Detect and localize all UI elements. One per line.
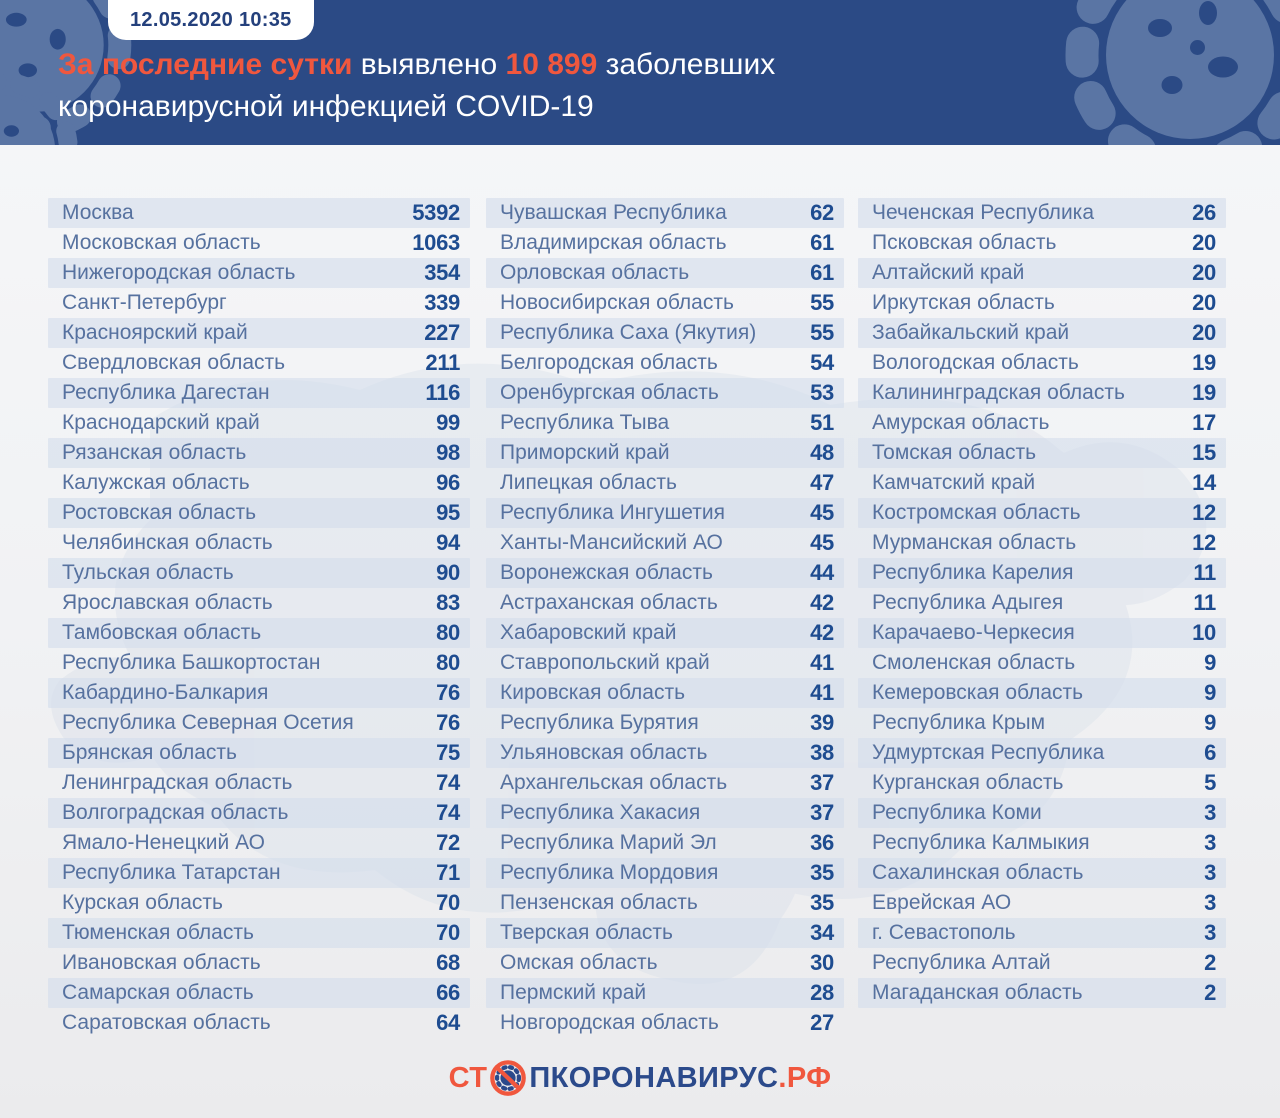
table-row	[48, 348, 470, 378]
table-row	[858, 648, 1226, 678]
table-row	[486, 588, 844, 618]
region-label: Нижегородская область	[62, 261, 296, 284]
table-row	[858, 258, 1226, 288]
table-row	[48, 888, 470, 918]
region-value: 42	[810, 590, 834, 615]
table-row	[48, 528, 470, 558]
table-row	[858, 948, 1226, 978]
table-row	[486, 198, 844, 228]
table-row	[486, 768, 844, 798]
table-row	[858, 288, 1226, 318]
table-row	[48, 798, 470, 828]
region-label: Республика Карелия	[872, 561, 1074, 584]
title-line-2: коронавирусной инфекцией COVID-19	[58, 90, 594, 123]
region-label: Владимирская область	[500, 231, 727, 254]
table-row	[48, 738, 470, 768]
region-label: Чеченская Республика	[872, 201, 1094, 224]
region-value: 27	[810, 1010, 834, 1035]
region-value: 47	[810, 470, 834, 495]
table-row	[858, 468, 1226, 498]
table-row	[48, 708, 470, 738]
region-label: Чувашская Республика	[500, 201, 727, 224]
region-value: 51	[810, 410, 834, 435]
table-row	[486, 348, 844, 378]
region-label: Брянская область	[62, 741, 237, 764]
header-banner	[0, 0, 1280, 145]
table-row	[48, 228, 470, 258]
region-label: Вологодская область	[872, 351, 1079, 374]
region-value: 90	[436, 560, 460, 585]
table-row	[858, 348, 1226, 378]
table-row	[486, 648, 844, 678]
table-row	[486, 1008, 844, 1038]
table-row	[858, 318, 1226, 348]
region-value: 38	[810, 740, 834, 765]
region-value: 41	[810, 680, 834, 705]
table-row	[486, 798, 844, 828]
region-value: 19	[1192, 380, 1216, 405]
table-row	[858, 678, 1226, 708]
title-highlight-period: За последние сутки	[58, 48, 353, 81]
region-value: 3	[1204, 800, 1216, 825]
region-value: 116	[425, 380, 460, 405]
region-label: Приморский край	[500, 441, 670, 464]
region-label: Республика Алтай	[872, 951, 1051, 974]
table-row	[858, 588, 1226, 618]
region-label: Санкт-Петербург	[62, 291, 227, 314]
region-label: Новгородская область	[500, 1011, 719, 1034]
table-row	[858, 498, 1226, 528]
table-row	[858, 918, 1226, 948]
table-row	[48, 618, 470, 648]
region-label: Ленинградская область	[62, 771, 293, 794]
region-label: Орловская область	[500, 261, 690, 284]
region-value: 20	[1192, 290, 1216, 315]
region-label: Калининградская область	[872, 381, 1125, 404]
table-row	[486, 438, 844, 468]
region-value: 19	[1192, 350, 1216, 375]
region-label: Республика Северная Осетия	[62, 711, 354, 734]
region-label: Липецкая область	[500, 471, 677, 494]
region-label: г. Севастополь	[872, 921, 1016, 944]
table-row	[858, 618, 1226, 648]
region-value: 35	[810, 890, 834, 915]
table-row	[48, 468, 470, 498]
table-row	[486, 408, 844, 438]
region-label: Псковская область	[872, 231, 1057, 254]
region-column-2	[486, 198, 844, 1038]
region-value: 227	[424, 320, 460, 345]
region-label: Республика Коми	[872, 801, 1042, 824]
region-label: Новосибирская область	[500, 291, 734, 314]
region-value: 20	[1192, 230, 1216, 255]
logo-prefix: СТ	[448, 1061, 488, 1094]
region-value: 15	[1192, 440, 1216, 465]
region-value: 34	[810, 920, 834, 945]
region-value: 6	[1204, 740, 1216, 765]
region-value: 14	[1192, 470, 1216, 495]
region-value: 62	[810, 200, 834, 225]
region-column-1	[48, 198, 470, 1038]
region-label: Московская область	[62, 231, 261, 254]
table-row	[858, 888, 1226, 918]
region-value: 45	[810, 500, 834, 525]
region-value: 48	[810, 440, 834, 465]
title-highlight-count: 10 899	[505, 48, 598, 81]
table-row	[48, 318, 470, 348]
region-label: Тамбовская область	[62, 621, 262, 644]
table-row	[48, 858, 470, 888]
region-value: 80	[436, 650, 460, 675]
title-line-1	[58, 44, 1058, 86]
region-label: Томская область	[872, 441, 1037, 464]
region-value: 2	[1204, 980, 1216, 1005]
region-label: Республика Тыва	[500, 411, 670, 434]
table-row	[48, 978, 470, 1008]
region-label: Ямало-Ненецкий АО	[62, 831, 265, 854]
region-label: Курская область	[62, 891, 223, 914]
region-label: Республика Мордовия	[500, 861, 719, 884]
table-row	[486, 678, 844, 708]
table-row	[486, 888, 844, 918]
region-label: Волгоградская область	[62, 801, 289, 824]
table-row	[858, 228, 1226, 258]
region-label: Рязанская область	[62, 441, 247, 464]
region-label: Республика Адыгея	[872, 591, 1064, 614]
table-row	[48, 378, 470, 408]
table-row	[48, 498, 470, 528]
table-row	[486, 318, 844, 348]
region-label: Архангельская область	[500, 771, 728, 794]
region-value: 3	[1204, 830, 1216, 855]
region-label: Карачаево-Черкесия	[872, 621, 1075, 644]
region-label: Республика Саха (Якутия)	[500, 321, 757, 344]
date-text: 12.05.2020 10:35	[130, 8, 292, 31]
region-label: Сахалинская область	[872, 861, 1084, 884]
region-label: Забайкальский край	[872, 321, 1070, 344]
table-row	[486, 528, 844, 558]
region-value: 42	[810, 620, 834, 645]
region-value: 98	[436, 440, 460, 465]
region-label: Астраханская область	[500, 591, 718, 614]
title-text-2: заболевших	[597, 48, 776, 81]
region-label: Кировская область	[500, 681, 686, 704]
table-row	[48, 258, 470, 288]
region-value: 5	[1204, 770, 1216, 795]
region-label: Республика Татарстан	[62, 861, 281, 884]
region-value: 45	[810, 530, 834, 555]
region-value: 3	[1204, 920, 1216, 945]
region-label: Костромская область	[872, 501, 1081, 524]
region-value: 339	[424, 290, 460, 315]
virus-blob-icon	[1040, 0, 1280, 145]
stopcoronavirus-logo	[449, 1059, 832, 1097]
region-value: 354	[424, 260, 460, 285]
table-row	[486, 288, 844, 318]
region-value: 3	[1204, 860, 1216, 885]
table-row	[486, 258, 844, 288]
region-value: 11	[1193, 590, 1216, 615]
region-value: 9	[1204, 650, 1216, 675]
table-row	[486, 918, 844, 948]
region-value: 68	[436, 950, 460, 975]
region-value: 12	[1192, 530, 1216, 555]
region-value: 66	[436, 980, 460, 1005]
table-row	[858, 528, 1226, 558]
region-label: Мурманская область	[872, 531, 1077, 554]
table-row	[486, 828, 844, 858]
table-row	[48, 438, 470, 468]
table-row	[486, 228, 844, 258]
region-label: Челябинская область	[62, 531, 273, 554]
table-row	[486, 558, 844, 588]
table-row	[486, 858, 844, 888]
region-value: 12	[1192, 500, 1216, 525]
region-value: 80	[436, 620, 460, 645]
page-title	[58, 44, 1058, 128]
region-value: 83	[436, 590, 460, 615]
region-label: Краснодарский край	[62, 411, 260, 434]
table-row	[48, 558, 470, 588]
region-label: Омская область	[500, 951, 658, 974]
region-value: 94	[436, 530, 460, 555]
region-column-3	[858, 198, 1226, 1008]
region-value: 99	[436, 410, 460, 435]
region-label: Республика Дагестан	[62, 381, 270, 404]
region-value: 3	[1204, 890, 1216, 915]
region-label: Пензенская область	[500, 891, 698, 914]
region-value: 74	[436, 770, 460, 795]
table-row	[858, 708, 1226, 738]
table-row	[486, 738, 844, 768]
date-badge	[108, 0, 314, 40]
no-virus-icon	[489, 1059, 527, 1097]
region-label: Свердловская область	[62, 351, 286, 374]
region-label: Тверская область	[500, 921, 673, 944]
table-row	[48, 918, 470, 948]
table-row	[858, 828, 1226, 858]
region-value: 35	[810, 860, 834, 885]
region-value: 36	[810, 830, 834, 855]
table-row	[858, 798, 1226, 828]
region-label: Еврейская АО	[872, 891, 1012, 914]
table-row	[486, 378, 844, 408]
region-label: Республика Крым	[872, 711, 1046, 734]
region-label: Калужская область	[62, 471, 250, 494]
region-value: 11	[1193, 560, 1216, 585]
region-label: Иркутская область	[872, 291, 1055, 314]
region-label: Ханты-Мансийский АО	[500, 531, 723, 554]
table-row	[486, 618, 844, 648]
region-value: 53	[810, 380, 834, 405]
region-label: Курганская область	[872, 771, 1064, 794]
region-value: 54	[810, 350, 834, 375]
region-label: Амурская область	[872, 411, 1050, 434]
region-value: 70	[436, 920, 460, 945]
region-value: 70	[436, 890, 460, 915]
region-label: Алтайский край	[872, 261, 1025, 284]
region-value: 74	[436, 800, 460, 825]
region-value: 211	[425, 350, 460, 375]
region-label: Воронежская область	[500, 561, 713, 584]
region-label: Магаданская область	[872, 981, 1083, 1004]
region-value: 55	[810, 320, 834, 345]
region-label: Самарская область	[62, 981, 254, 1004]
region-label: Смоленская область	[872, 651, 1076, 674]
table-row	[858, 408, 1226, 438]
table-row	[48, 768, 470, 798]
region-value: 9	[1204, 710, 1216, 735]
region-value: 76	[436, 710, 460, 735]
region-label: Тюменская область	[62, 921, 254, 944]
region-value: 5392	[412, 200, 460, 225]
region-value: 20	[1192, 260, 1216, 285]
region-value: 28	[810, 980, 834, 1005]
region-value: 30	[810, 950, 834, 975]
region-value: 37	[810, 770, 834, 795]
table-row	[858, 198, 1226, 228]
region-value: 61	[810, 260, 834, 285]
region-value: 64	[436, 1010, 460, 1035]
table-row	[48, 828, 470, 858]
region-value: 72	[436, 830, 460, 855]
table-row	[48, 678, 470, 708]
table-row	[486, 498, 844, 528]
region-label: Республика Калмыкия	[872, 831, 1090, 854]
region-value: 96	[436, 470, 460, 495]
region-value: 95	[436, 500, 460, 525]
region-label: Ульяновская область	[500, 741, 708, 764]
region-label: Москва	[62, 201, 134, 224]
region-label: Ставропольский край	[500, 651, 710, 674]
region-value: 2	[1204, 950, 1216, 975]
region-label: Удмуртская Республика	[872, 741, 1105, 764]
region-label: Красноярский край	[62, 321, 248, 344]
table-row	[486, 708, 844, 738]
table-row	[48, 408, 470, 438]
title-text-1: выявлено	[352, 48, 506, 81]
region-label: Оренбургская область	[500, 381, 719, 404]
logo-suffix: .РФ	[778, 1061, 832, 1094]
region-label: Белгородская область	[500, 351, 718, 374]
region-label: Республика Бурятия	[500, 711, 699, 734]
table-row	[858, 558, 1226, 588]
region-value: 41	[810, 650, 834, 675]
region-label: Кемеровская область	[872, 681, 1084, 704]
region-label: Тульская область	[62, 561, 234, 584]
region-label: Пермский край	[500, 981, 647, 1004]
logo-middle: ПКОРОНАВИРУС	[529, 1061, 779, 1094]
table-row	[858, 738, 1226, 768]
table-row	[486, 468, 844, 498]
region-label: Республика Хакасия	[500, 801, 701, 824]
table-row	[858, 438, 1226, 468]
region-value: 39	[810, 710, 834, 735]
region-label: Саратовская область	[62, 1011, 271, 1034]
region-value: 37	[810, 800, 834, 825]
table-row	[858, 978, 1226, 1008]
table-row	[858, 858, 1226, 888]
region-label: Ростовская область	[62, 501, 257, 524]
region-label: Хабаровский край	[500, 621, 677, 644]
region-value: 76	[436, 680, 460, 705]
region-label: Республика Ингушетия	[500, 501, 726, 524]
footer	[0, 1050, 1280, 1106]
region-value: 1063	[412, 230, 460, 255]
region-label: Кабардино-Балкария	[62, 681, 269, 704]
region-value: 75	[436, 740, 460, 765]
table-row	[48, 948, 470, 978]
table-row	[858, 768, 1226, 798]
region-label: Ярославская область	[62, 591, 273, 614]
region-value: 17	[1192, 410, 1216, 435]
region-value: 9	[1204, 680, 1216, 705]
table-row	[486, 948, 844, 978]
region-value: 55	[810, 290, 834, 315]
region-label: Камчатский край	[872, 471, 1036, 494]
table-row	[858, 378, 1226, 408]
region-label: Республика Марий Эл	[500, 831, 717, 854]
region-value: 26	[1192, 200, 1216, 225]
region-value: 61	[810, 230, 834, 255]
table-row	[48, 1008, 470, 1038]
region-value: 44	[810, 560, 834, 585]
table-row	[48, 198, 470, 228]
table-row	[486, 978, 844, 1008]
region-label: Республика Башкортостан	[62, 651, 321, 674]
region-label: Ивановская область	[62, 951, 261, 974]
table-row	[48, 588, 470, 618]
region-value: 10	[1192, 620, 1216, 645]
table-row	[48, 648, 470, 678]
region-value: 71	[436, 860, 460, 885]
table-row	[48, 288, 470, 318]
region-value: 20	[1192, 320, 1216, 345]
